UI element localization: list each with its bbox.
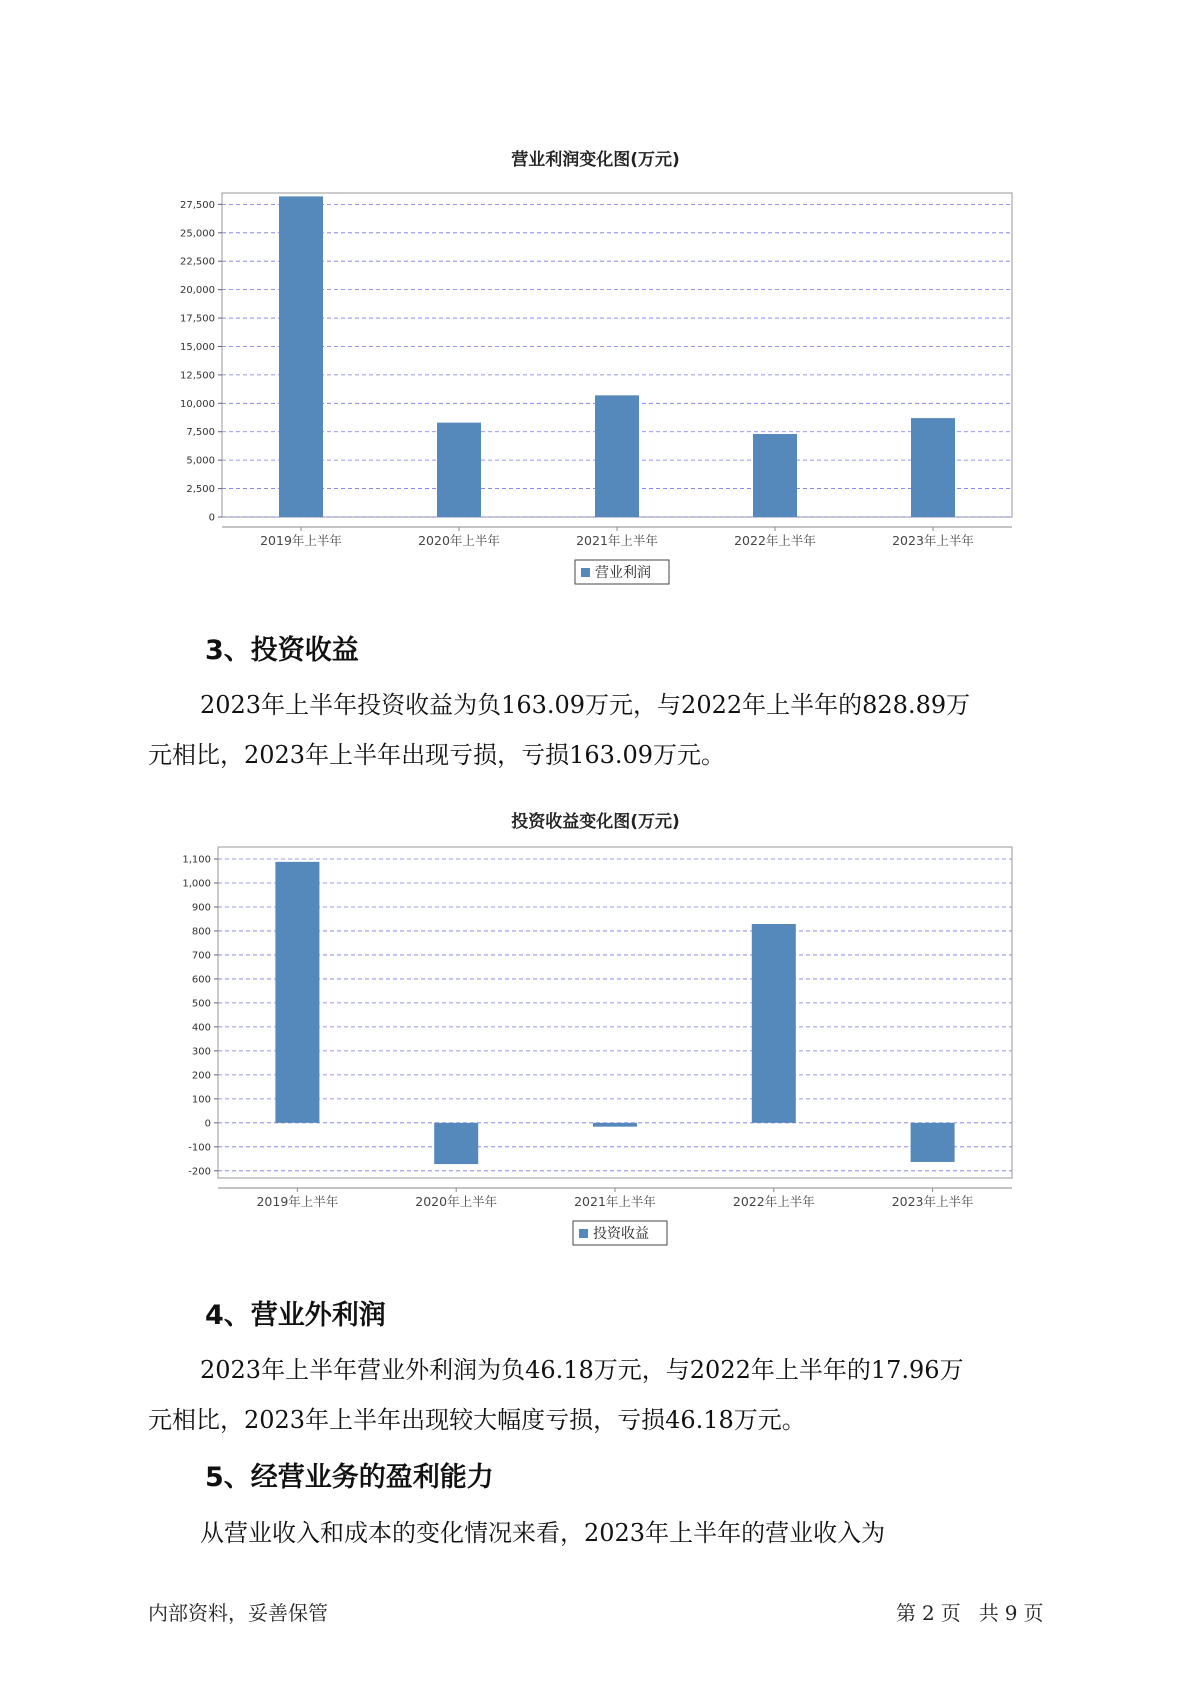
- x-tick-label: 2020年上半年: [418, 533, 500, 548]
- y-tick-label: 100: [191, 1094, 211, 1106]
- footer-page-post: 页: [1023, 1601, 1044, 1625]
- x-tick-label: 2020年上半年: [415, 1194, 498, 1209]
- y-tick-label: 2,500: [186, 484, 215, 496]
- section4-line1: 2023年上半年营业外利润为负46.18万元，与2022年上半年的17.96万: [200, 1356, 964, 1384]
- y-tick-label: 400: [191, 1022, 211, 1034]
- y-tick-label: 0: [208, 512, 215, 524]
- bar: [593, 1123, 637, 1127]
- section3-heading: 3、投资收益: [205, 635, 359, 666]
- section4-paragraph: [148, 1345, 1048, 1445]
- y-tick-label: 200: [191, 1070, 211, 1082]
- legend-swatch: [579, 1229, 588, 1238]
- y-tick-label: 700: [191, 950, 211, 962]
- y-tick-label: 0: [204, 1118, 211, 1130]
- x-tick-label: 2023年上半年: [891, 1194, 974, 1209]
- section5-heading: 5、经营业务的盈利能力: [205, 1462, 494, 1493]
- legend-label: 投资收益: [593, 1226, 649, 1242]
- y-tick-label: 10,000: [180, 398, 215, 410]
- y-tick-label: 22,500: [180, 256, 215, 268]
- x-tick-label: 2022年上半年: [732, 1194, 815, 1209]
- footer-page-pre: 第: [896, 1601, 916, 1625]
- y-tick-label: 600: [191, 974, 211, 986]
- x-tick-label: 2021年上半年: [576, 533, 658, 548]
- x-tick-label: 2021年上半年: [574, 1194, 656, 1209]
- footer-page-total: 9: [1004, 1601, 1018, 1625]
- bar: [434, 1123, 478, 1164]
- y-tick-label: 17,500: [180, 313, 215, 325]
- y-tick-label: 500: [191, 998, 211, 1010]
- footer-confidential: 内部资料，妥善保管: [148, 1601, 328, 1625]
- legend-label: 营业利润: [595, 565, 651, 581]
- y-tick-label: 300: [191, 1046, 211, 1058]
- plot-area: [218, 847, 1012, 1178]
- footer-page-current: 2: [922, 1601, 935, 1625]
- footer-total-pre: 共: [978, 1601, 999, 1625]
- x-tick-label: 2022年上半年: [734, 533, 816, 548]
- section3-line1: 2023年上半年投资收益为负163.09万元，与2022年上半年的828.89万: [200, 691, 971, 719]
- x-tick-label: 2023年上半年: [892, 533, 974, 548]
- y-tick-label: 1,100: [182, 854, 211, 866]
- section4-heading: 4、营业外利润: [205, 1300, 386, 1331]
- x-tick-label: 2019年上半年: [256, 1194, 339, 1209]
- y-tick-label: 800: [191, 926, 211, 938]
- y-tick-label: 7,500: [186, 427, 215, 439]
- y-tick-label: 12,500: [180, 370, 215, 382]
- bar: [752, 924, 796, 1123]
- section5-line1: 从营业收入和成本的变化情况来看，2023年上半年的营业收入为: [200, 1519, 886, 1547]
- bar: [275, 862, 319, 1123]
- bar: [911, 1123, 955, 1162]
- y-tick-label: 25,000: [180, 228, 215, 240]
- chart2-title: 投资收益变化图(万元): [511, 812, 680, 832]
- y-tick-label: 1,000: [182, 878, 211, 890]
- y-tick-label: 15,000: [180, 341, 215, 353]
- y-tick-label: 27,500: [180, 199, 215, 211]
- section3-line2: 元相比，2023年上半年出现亏损，亏损163.09万元。: [148, 741, 726, 769]
- section5-paragraph: [148, 1508, 1048, 1558]
- y-tick-label: 20,000: [180, 285, 215, 297]
- y-tick-label: 5,000: [186, 455, 215, 467]
- y-tick-label: -200: [188, 1166, 211, 1178]
- footer-page-mid: 页: [940, 1601, 961, 1625]
- x-tick-label: 2019年上半年: [260, 533, 342, 548]
- footer-page-info: [896, 1597, 1049, 1626]
- y-tick-label: -100: [188, 1142, 211, 1154]
- section4-line2: 元相比，2023年上半年出现较大幅度亏损，亏损46.18万元。: [148, 1406, 806, 1434]
- chart1-title: 营业利润变化图(万元): [511, 150, 680, 170]
- y-tick-label: 900: [191, 902, 211, 914]
